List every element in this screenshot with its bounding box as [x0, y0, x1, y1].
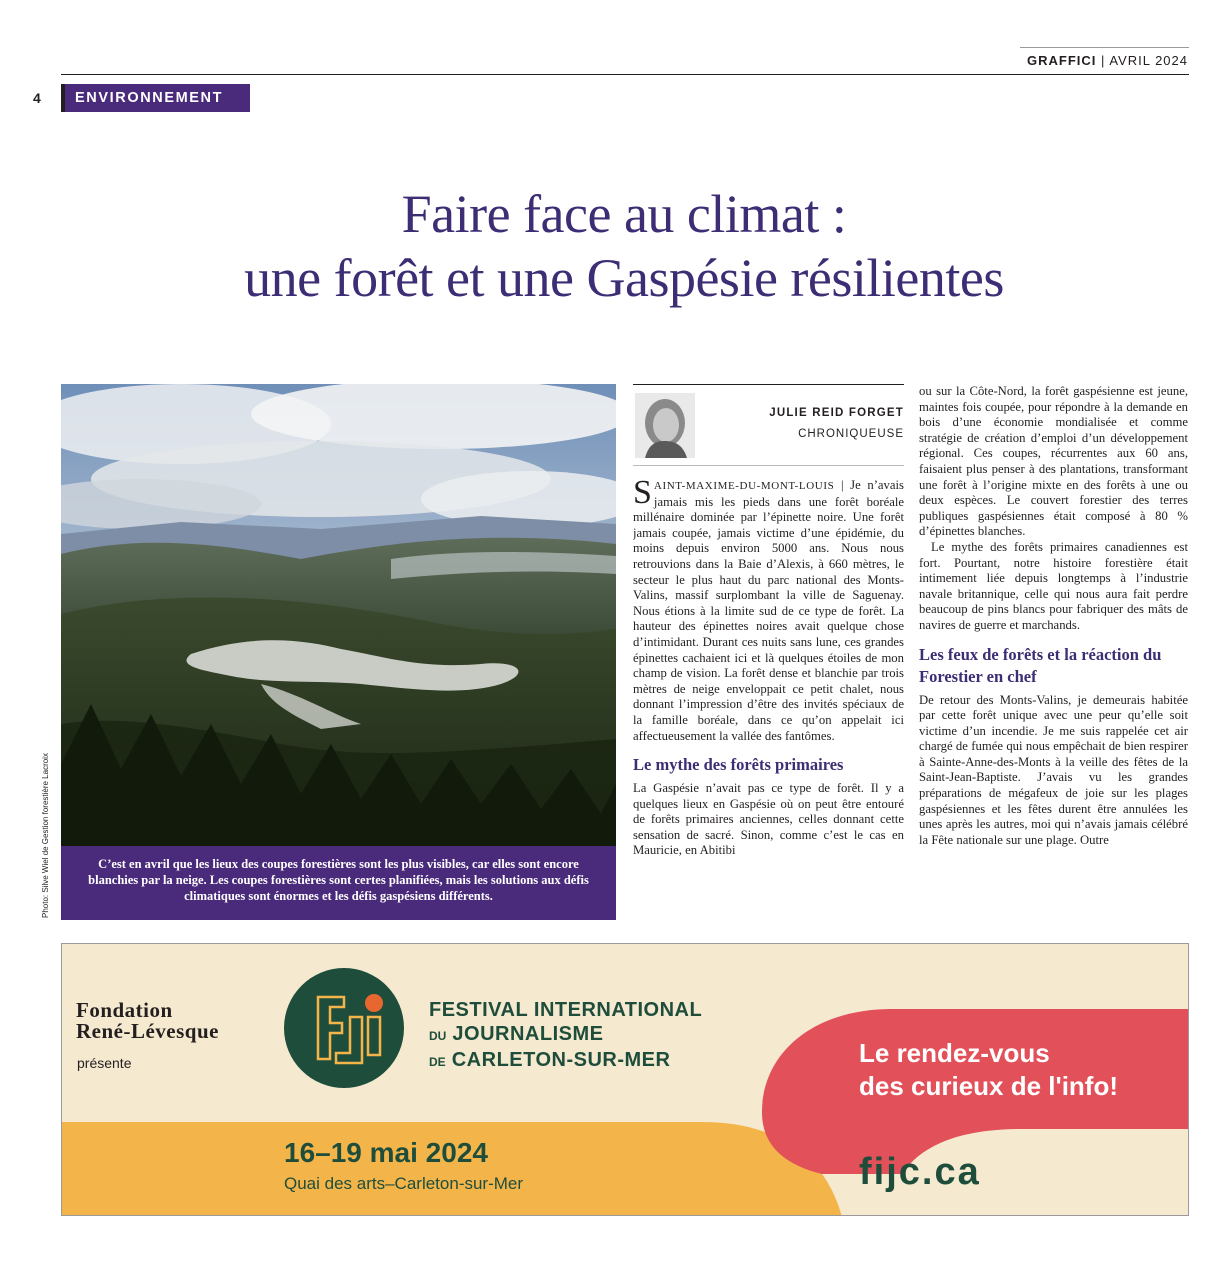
masthead-separator: | [1101, 53, 1106, 68]
festival-de: DE [429, 1055, 446, 1069]
author-name: JULIE REID FORGET [769, 407, 904, 419]
subhead-primary-forests: Le mythe des forêts primaires [633, 755, 844, 775]
sponsor-line-2: René-Lévesque [76, 1019, 219, 1043]
festival-line-2: JOURNALISME [452, 1023, 604, 1045]
fiji-logo [278, 967, 410, 1094]
title-line-1: Faire face au climat : [401, 184, 847, 244]
festival-line-1: FESTIVAL INTERNATIONAL [429, 999, 703, 1021]
paragraph-1 [633, 478, 904, 744]
masthead-rule [1020, 47, 1189, 48]
article-column-2 [919, 384, 1188, 926]
article-column-1 [633, 478, 904, 926]
photo-credit: Photo: Silve Wiel de Gestion forestière Lacroix [41, 753, 50, 918]
tagline-line-2: des curieux de l'info! [859, 1071, 1119, 1101]
dateline-separator: | [834, 478, 851, 492]
author-rule-bottom [633, 465, 904, 466]
festival-dates: 16–19 mai 2024 [284, 1137, 488, 1168]
sponsor-logo [76, 1000, 219, 1042]
author-role: CHRONIQUEUSE [798, 428, 904, 440]
paragraph-2-continued: ou sur la Côte-Nord, la forêt gaspésienne est jeune, maintes fois coupée, pour répondre à la demande en bois d’une économie mondialisée et comme stratégie de création d’emploi d’un développement régional. Ces coupes, récurrentes aux 60 ans, faisaient plus penser à des plantations, transformant une forêt à l’origine mixte en des forêts à une ou deux espèces. Le couvert forestier des terres publiques gaspésiennes était composé à 80 % d’épinettes blanches. [919, 384, 1188, 539]
festival-venue: Quai des arts–Carleton-sur-Mer [284, 1174, 524, 1193]
masthead [1027, 53, 1188, 68]
drop-cap: S [633, 478, 652, 511]
photo-caption: C’est en avril que les lieux des coupes forestières sont les plus visibles, car elles sont encore blanchies par la neige. Les coupes forestières sont certes planifiées, mais les solutions aux défis climatiques sont énormes et les défis gaspésiens différents. [61, 846, 616, 920]
subhead-forest-fires: Les feux de forêts et la réaction du Forestier en chef [919, 644, 1162, 686]
page-number: 4 [33, 90, 41, 106]
festival-line-3: CARLETON-SUR-MER [451, 1049, 671, 1071]
title-line-2: une forêt et une Gaspésie résilientes [244, 248, 1004, 308]
festival-advertisement[interactable] [61, 943, 1189, 1216]
paragraph-4: De retour des Monts-Valins, je demeurais habitée par cette forêt unique avec une peur qu’elle soit victime d’un incendie. Je me suis rappelée cet air chargé de fumée qui nous empêchait de bien respirer à Sainte-Anne-des-Monts à la veille des fêtes de la Saint-Jean-Baptiste. J’avais vu les grandes préparations de mégafeux de joie sur les plages gaspésiennes et les fêtes durent être annulées les unes après les autres, moi qui n’avais jamais célébré la Fête nationale sur une plage. Outre [919, 692, 1188, 847]
festival-website-link[interactable]: fijc.ca [859, 1151, 981, 1193]
tagline-line-1: Le rendez-vous [859, 1038, 1050, 1068]
dateline: AINT-MAXIME-DU-MONT-LOUIS [653, 480, 835, 492]
section-tag: ENVIRONNEMENT [61, 84, 250, 112]
paragraph-2: La Gaspésie n’avait pas ce type de forêt. Il y a quelques lieux en Gaspésie où on peut être entouré de forêts primaires anciennes, celles donnant cette sensation de sacré. Sinon, comme c’est le cas en Mauricie, en Abitibi [633, 781, 904, 858]
publication-name: GRAFFICI [1027, 53, 1097, 68]
paragraph-3: Le mythe des forêts primaires canadiennes est fort. Pourtant, notre histoire forestière était intimement liée depuis longtemps à l’industrie navale britannique, celle qui nous aura fait perdre beaucoup de pins blancs pour fabriquer des mâts de navires de guerre et marchands. [919, 539, 1188, 632]
author-portrait [635, 393, 695, 458]
header-rule [61, 74, 1189, 75]
ad-tagline [859, 1037, 1118, 1103]
article-photo [61, 384, 616, 846]
festival-du: DU [429, 1029, 447, 1043]
issue-date: AVRIL 2024 [1109, 53, 1188, 68]
paragraph-1-text: Je n’avais jamais mis les pieds dans une forêt boréale millénaire dominée par l’épinette noire. Une forêt jamais coupée, jamais victime d’une épidémie, du moins depuis environ 5000 ans. Nous nous retrouvions dans la Baie d’Alexis, à 660 mètres, le secteur le plus haut du parc national des Monts-Valins, massif surplombant la ville de Saguenay. Nous étions à la limite sud de ce type de forêt. La hauteur des épinettes noires avait quelque chose d’intimidant. Durant ces nuits sans lune, ces grandes épinettes cachaient ici et là quelques étoiles de mon champ de vision. La forêt dense et blanchie par trois mètres de neige enveloppait ce petit chalet, nous donnant l’impression d’être des invités spéciaux de la famille boréale, dans ce qu’on appelait ici affectueusement la vallée des fantômes. [633, 478, 904, 743]
sponsor-line-1: Fondation [76, 998, 173, 1022]
author-rule [633, 384, 904, 385]
article-title [60, 182, 1188, 310]
festival-name [429, 998, 702, 1074]
presents-label: présente [77, 1055, 132, 1071]
